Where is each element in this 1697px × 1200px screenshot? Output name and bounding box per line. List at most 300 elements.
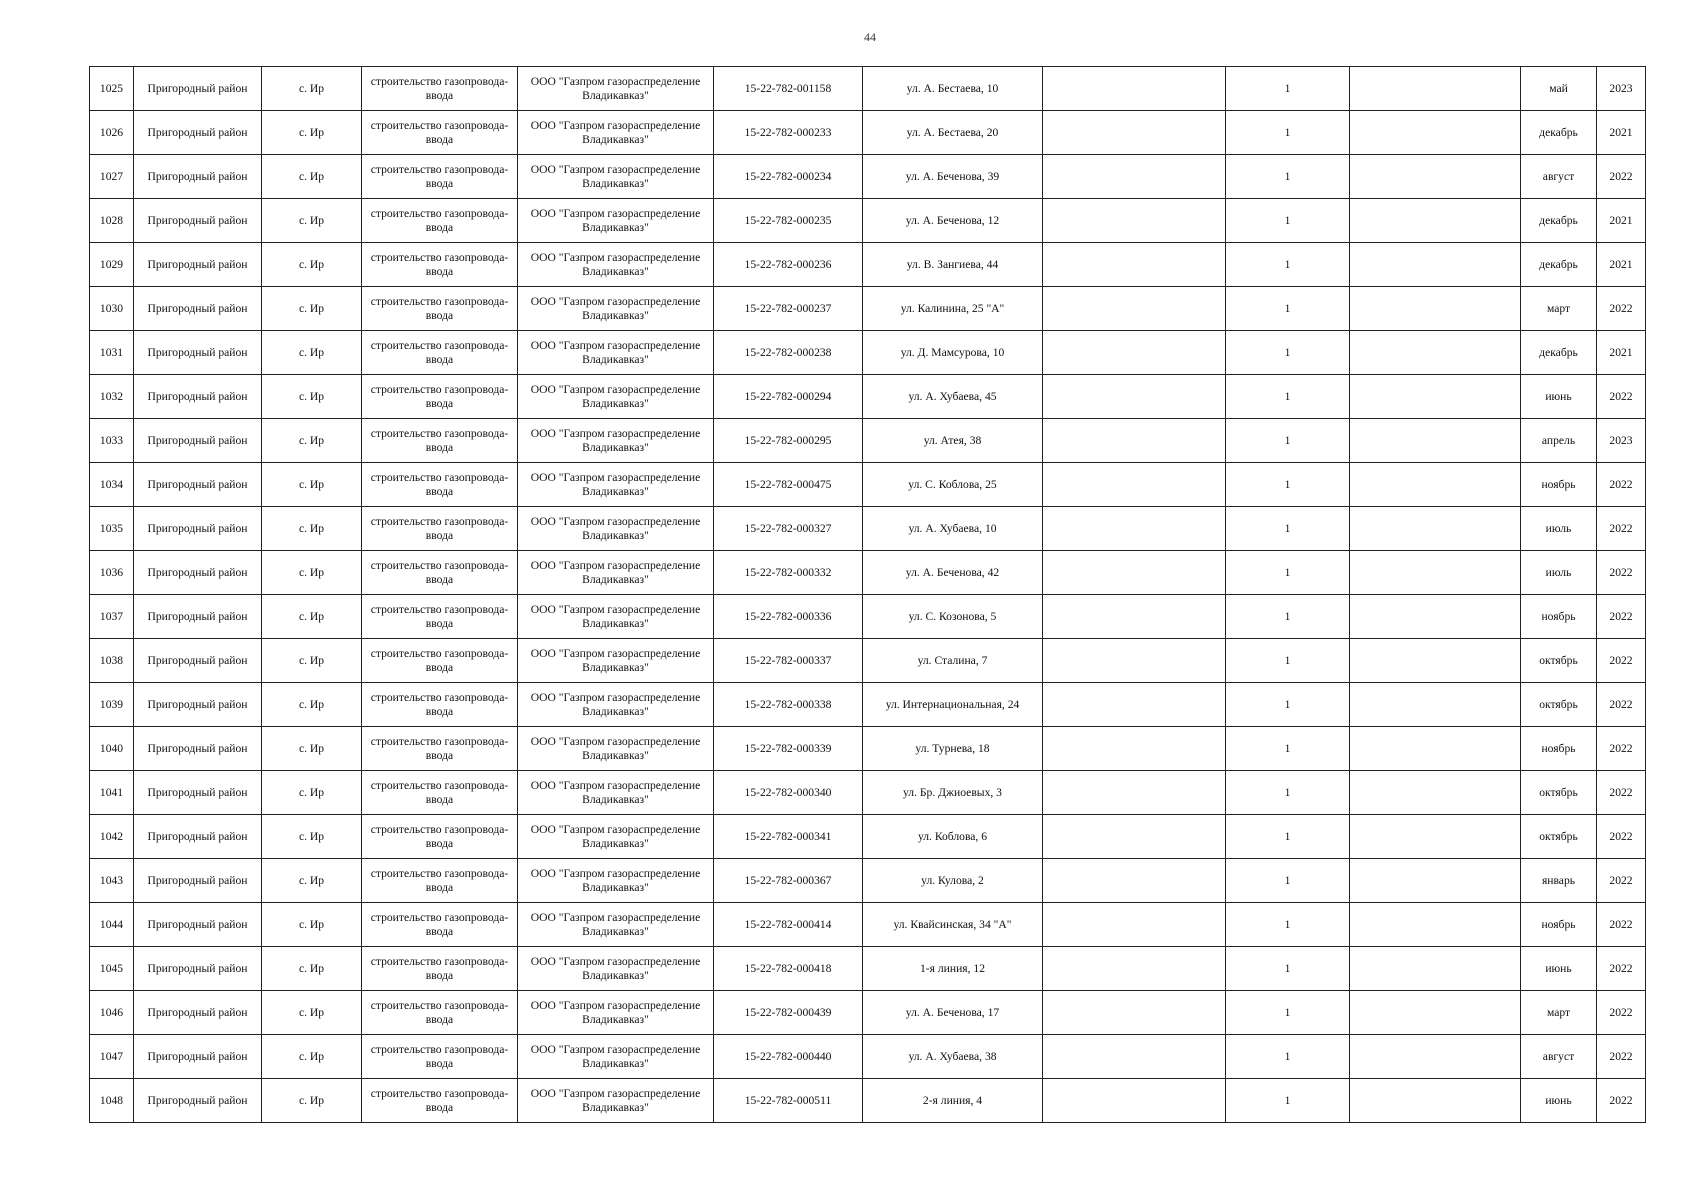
empty-cell [1350,1035,1521,1079]
district-cell: Пригородный район [134,859,262,903]
application-code-cell: 15-22-782-000234 [714,155,863,199]
empty-cell [1043,1079,1226,1123]
work-type-cell: строительство газопровода-ввода [362,727,518,771]
settlement-cell: с. Ир [262,155,362,199]
address-cell: ул. Турнева, 18 [863,727,1043,771]
table-row [90,287,1646,331]
district-cell: Пригородный район [134,67,262,111]
application-code-cell: 15-22-782-000236 [714,243,863,287]
work-type-cell: строительство газопровода-ввода [362,815,518,859]
address-cell: ул. А. Беченова, 42 [863,551,1043,595]
settlement-cell: с. Ир [262,199,362,243]
application-code-cell: 15-22-782-000337 [714,639,863,683]
year-cell: 2021 [1597,243,1646,287]
row-number-cell: 1040 [90,727,134,771]
empty-cell [1043,991,1226,1035]
application-code-cell: 15-22-782-000295 [714,419,863,463]
organization-cell: ООО "Газпром газораспределение Владикавказ" [518,859,714,903]
month-cell: май [1521,67,1597,111]
empty-cell [1043,595,1226,639]
work-type-cell: строительство газопровода-ввода [362,947,518,991]
organization-cell: ООО "Газпром газораспределение Владикавказ" [518,67,714,111]
month-cell: июнь [1521,375,1597,419]
settlement-cell: с. Ир [262,991,362,1035]
district-cell: Пригородный район [134,331,262,375]
settlement-cell: с. Ир [262,463,362,507]
table-row [90,1035,1646,1079]
settlement-cell: с. Ир [262,375,362,419]
empty-cell [1043,243,1226,287]
work-type-cell: строительство газопровода-ввода [362,991,518,1035]
table-row [90,815,1646,859]
quantity-cell: 1 [1226,683,1350,727]
month-cell: март [1521,287,1597,331]
empty-cell [1043,155,1226,199]
application-code-cell: 15-22-782-000475 [714,463,863,507]
organization-cell: ООО "Газпром газораспределение Владикавказ" [518,1079,714,1123]
district-cell: Пригородный район [134,243,262,287]
empty-cell [1043,859,1226,903]
empty-cell [1043,947,1226,991]
month-cell: декабрь [1521,199,1597,243]
application-code-cell: 15-22-782-000439 [714,991,863,1035]
row-number-cell: 1038 [90,639,134,683]
year-cell: 2021 [1597,199,1646,243]
month-cell: октябрь [1521,683,1597,727]
empty-cell [1350,463,1521,507]
organization-cell: ООО "Газпром газораспределение Владикавказ" [518,639,714,683]
application-code-cell: 15-22-782-000336 [714,595,863,639]
row-number-cell: 1043 [90,859,134,903]
work-type-cell: строительство газопровода-ввода [362,463,518,507]
application-code-cell: 15-22-782-000332 [714,551,863,595]
work-type-cell: строительство газопровода-ввода [362,287,518,331]
row-number-cell: 1028 [90,199,134,243]
district-cell: Пригородный район [134,155,262,199]
address-cell: 1-я линия, 12 [863,947,1043,991]
quantity-cell: 1 [1226,331,1350,375]
district-cell: Пригородный район [134,639,262,683]
empty-cell [1350,947,1521,991]
work-type-cell: строительство газопровода-ввода [362,859,518,903]
settlement-cell: с. Ир [262,947,362,991]
table-row [90,727,1646,771]
address-cell: ул. А. Хубаева, 38 [863,1035,1043,1079]
district-cell: Пригородный район [134,727,262,771]
organization-cell: ООО "Газпром газораспределение Владикавказ" [518,1035,714,1079]
table-row [90,199,1646,243]
table-row [90,1079,1646,1123]
application-code-cell: 15-22-782-000418 [714,947,863,991]
district-cell: Пригородный район [134,683,262,727]
gas-connection-registry-table [89,66,1646,1123]
organization-cell: ООО "Газпром газораспределение Владикавказ" [518,199,714,243]
quantity-cell: 1 [1226,67,1350,111]
month-cell: октябрь [1521,815,1597,859]
table-row [90,507,1646,551]
address-cell: ул. С. Коблова, 25 [863,463,1043,507]
organization-cell: ООО "Газпром газораспределение Владикавказ" [518,243,714,287]
year-cell: 2022 [1597,903,1646,947]
row-number-cell: 1030 [90,287,134,331]
settlement-cell: с. Ир [262,419,362,463]
row-number-cell: 1036 [90,551,134,595]
empty-cell [1043,111,1226,155]
table-row [90,463,1646,507]
work-type-cell: строительство газопровода-ввода [362,243,518,287]
settlement-cell: с. Ир [262,683,362,727]
application-code-cell: 15-22-782-000238 [714,331,863,375]
table-row [90,683,1646,727]
empty-cell [1350,859,1521,903]
application-code-cell: 15-22-782-000339 [714,727,863,771]
application-code-cell: 15-22-782-000414 [714,903,863,947]
year-cell: 2022 [1597,771,1646,815]
quantity-cell: 1 [1226,419,1350,463]
district-cell: Пригородный район [134,507,262,551]
organization-cell: ООО "Газпром газораспределение Владикавказ" [518,903,714,947]
empty-cell [1043,815,1226,859]
address-cell: ул. Бр. Джиоевых, 3 [863,771,1043,815]
empty-cell [1350,551,1521,595]
application-code-cell: 15-22-782-000235 [714,199,863,243]
year-cell: 2022 [1597,727,1646,771]
settlement-cell: с. Ир [262,1079,362,1123]
quantity-cell: 1 [1226,595,1350,639]
empty-cell [1350,639,1521,683]
work-type-cell: строительство газопровода-ввода [362,595,518,639]
district-cell: Пригородный район [134,419,262,463]
settlement-cell: с. Ир [262,551,362,595]
district-cell: Пригородный район [134,111,262,155]
settlement-cell: с. Ир [262,1035,362,1079]
month-cell: ноябрь [1521,595,1597,639]
month-cell: октябрь [1521,639,1597,683]
empty-cell [1350,727,1521,771]
settlement-cell: с. Ир [262,771,362,815]
address-cell: ул. А. Беченова, 12 [863,199,1043,243]
month-cell: ноябрь [1521,463,1597,507]
page-number: 44 [864,30,876,44]
row-number-cell: 1047 [90,1035,134,1079]
empty-cell [1043,771,1226,815]
empty-cell [1350,815,1521,859]
district-cell: Пригородный район [134,375,262,419]
empty-cell [1350,331,1521,375]
row-number-cell: 1041 [90,771,134,815]
empty-cell [1350,199,1521,243]
settlement-cell: с. Ир [262,67,362,111]
empty-cell [1043,419,1226,463]
quantity-cell: 1 [1226,859,1350,903]
application-code-cell: 15-22-782-000294 [714,375,863,419]
year-cell: 2022 [1597,375,1646,419]
district-cell: Пригородный район [134,551,262,595]
empty-cell [1350,419,1521,463]
year-cell: 2022 [1597,551,1646,595]
table-row [90,375,1646,419]
work-type-cell: строительство газопровода-ввода [362,903,518,947]
organization-cell: ООО "Газпром газораспределение Владикавказ" [518,331,714,375]
empty-cell [1350,507,1521,551]
year-cell: 2022 [1597,1079,1646,1123]
month-cell: ноябрь [1521,903,1597,947]
organization-cell: ООО "Газпром газораспределение Владикавказ" [518,947,714,991]
address-cell: ул. Калинина, 25 "А" [863,287,1043,331]
district-cell: Пригородный район [134,815,262,859]
settlement-cell: с. Ир [262,639,362,683]
quantity-cell: 1 [1226,815,1350,859]
empty-cell [1350,595,1521,639]
row-number-cell: 1044 [90,903,134,947]
work-type-cell: строительство газопровода-ввода [362,771,518,815]
empty-cell [1043,683,1226,727]
empty-cell [1043,639,1226,683]
district-cell: Пригородный район [134,463,262,507]
organization-cell: ООО "Газпром газораспределение Владикавказ" [518,507,714,551]
quantity-cell: 1 [1226,507,1350,551]
table-row [90,419,1646,463]
empty-cell [1043,1035,1226,1079]
settlement-cell: с. Ир [262,243,362,287]
empty-cell [1350,155,1521,199]
quantity-cell: 1 [1226,947,1350,991]
work-type-cell: строительство газопровода-ввода [362,507,518,551]
row-number-cell: 1027 [90,155,134,199]
table-row [90,947,1646,991]
year-cell: 2021 [1597,111,1646,155]
settlement-cell: с. Ир [262,727,362,771]
row-number-cell: 1029 [90,243,134,287]
month-cell: июнь [1521,947,1597,991]
district-cell: Пригородный район [134,1035,262,1079]
table-row [90,331,1646,375]
quantity-cell: 1 [1226,639,1350,683]
application-code-cell: 15-22-782-000341 [714,815,863,859]
table-row [90,155,1646,199]
district-cell: Пригородный район [134,771,262,815]
year-cell: 2022 [1597,947,1646,991]
application-code-cell: 15-22-782-000440 [714,1035,863,1079]
month-cell: декабрь [1521,331,1597,375]
empty-cell [1350,991,1521,1035]
address-cell: 2-я линия, 4 [863,1079,1043,1123]
row-number-cell: 1045 [90,947,134,991]
address-cell: ул. Коблова, 6 [863,815,1043,859]
empty-cell [1350,111,1521,155]
address-cell: ул. С. Козонова, 5 [863,595,1043,639]
empty-cell [1043,199,1226,243]
quantity-cell: 1 [1226,111,1350,155]
row-number-cell: 1032 [90,375,134,419]
district-cell: Пригородный район [134,287,262,331]
address-cell: ул. Сталина, 7 [863,639,1043,683]
month-cell: октябрь [1521,771,1597,815]
row-number-cell: 1033 [90,419,134,463]
address-cell: ул. А. Хубаева, 45 [863,375,1043,419]
row-number-cell: 1034 [90,463,134,507]
work-type-cell: строительство газопровода-ввода [362,375,518,419]
settlement-cell: с. Ир [262,331,362,375]
month-cell: март [1521,991,1597,1035]
district-cell: Пригородный район [134,903,262,947]
year-cell: 2022 [1597,991,1646,1035]
work-type-cell: строительство газопровода-ввода [362,1079,518,1123]
empty-cell [1350,771,1521,815]
organization-cell: ООО "Газпром газораспределение Владикавказ" [518,111,714,155]
empty-cell [1350,903,1521,947]
application-code-cell: 15-22-782-000237 [714,287,863,331]
work-type-cell: строительство газопровода-ввода [362,683,518,727]
month-cell: август [1521,1035,1597,1079]
empty-cell [1043,287,1226,331]
year-cell: 2022 [1597,595,1646,639]
year-cell: 2022 [1597,683,1646,727]
year-cell: 2022 [1597,155,1646,199]
quantity-cell: 1 [1226,199,1350,243]
organization-cell: ООО "Газпром газораспределение Владикавказ" [518,155,714,199]
empty-cell [1043,375,1226,419]
quantity-cell: 1 [1226,991,1350,1035]
year-cell: 2022 [1597,815,1646,859]
work-type-cell: строительство газопровода-ввода [362,331,518,375]
work-type-cell: строительство газопровода-ввода [362,111,518,155]
month-cell: декабрь [1521,243,1597,287]
year-cell: 2021 [1597,331,1646,375]
table-row [90,771,1646,815]
empty-cell [1043,727,1226,771]
district-cell: Пригородный район [134,1079,262,1123]
empty-cell [1350,375,1521,419]
organization-cell: ООО "Газпром газораспределение Владикавказ" [518,551,714,595]
work-type-cell: строительство газопровода-ввода [362,639,518,683]
district-cell: Пригородный район [134,595,262,639]
address-cell: ул. Интернациональная, 24 [863,683,1043,727]
month-cell: апрель [1521,419,1597,463]
empty-cell [1043,463,1226,507]
application-code-cell: 15-22-782-000233 [714,111,863,155]
district-cell: Пригородный район [134,991,262,1035]
table-row [90,639,1646,683]
organization-cell: ООО "Газпром газораспределение Владикавказ" [518,991,714,1035]
year-cell: 2022 [1597,859,1646,903]
month-cell: июль [1521,551,1597,595]
application-code-cell: 15-22-782-000327 [714,507,863,551]
month-cell: декабрь [1521,111,1597,155]
row-number-cell: 1048 [90,1079,134,1123]
empty-cell [1350,67,1521,111]
empty-cell [1350,1079,1521,1123]
organization-cell: ООО "Газпром газораспределение Владикавказ" [518,815,714,859]
district-cell: Пригородный район [134,947,262,991]
year-cell: 2022 [1597,639,1646,683]
address-cell: ул. Д. Мамсурова, 10 [863,331,1043,375]
row-number-cell: 1046 [90,991,134,1035]
empty-cell [1043,903,1226,947]
address-cell: ул. А. Бестаева, 20 [863,111,1043,155]
month-cell: ноябрь [1521,727,1597,771]
work-type-cell: строительство газопровода-ввода [362,419,518,463]
address-cell: ул. Квайсинская, 34 "А" [863,903,1043,947]
quantity-cell: 1 [1226,1035,1350,1079]
settlement-cell: с. Ир [262,287,362,331]
year-cell: 2023 [1597,67,1646,111]
application-code-cell: 15-22-782-000511 [714,1079,863,1123]
table-row [90,903,1646,947]
quantity-cell: 1 [1226,1079,1350,1123]
year-cell: 2023 [1597,419,1646,463]
month-cell: июль [1521,507,1597,551]
organization-cell: ООО "Газпром газораспределение Владикавказ" [518,771,714,815]
organization-cell: ООО "Газпром газораспределение Владикавказ" [518,727,714,771]
address-cell: ул. В. Зангиева, 44 [863,243,1043,287]
settlement-cell: с. Ир [262,815,362,859]
year-cell: 2022 [1597,287,1646,331]
application-code-cell: 15-22-782-001158 [714,67,863,111]
row-number-cell: 1025 [90,67,134,111]
table-row [90,595,1646,639]
registry-table-body [90,67,1646,1123]
work-type-cell: строительство газопровода-ввода [362,551,518,595]
quantity-cell: 1 [1226,903,1350,947]
settlement-cell: с. Ир [262,859,362,903]
organization-cell: ООО "Газпром газораспределение Владикавказ" [518,683,714,727]
organization-cell: ООО "Газпром газораспределение Владикавказ" [518,419,714,463]
quantity-cell: 1 [1226,243,1350,287]
address-cell: ул. А. Беченова, 39 [863,155,1043,199]
table-row [90,111,1646,155]
address-cell: ул. А. Беченова, 17 [863,991,1043,1035]
organization-cell: ООО "Газпром газораспределение Владикавказ" [518,287,714,331]
quantity-cell: 1 [1226,551,1350,595]
district-cell: Пригородный район [134,199,262,243]
application-code-cell: 15-22-782-000340 [714,771,863,815]
year-cell: 2022 [1597,463,1646,507]
settlement-cell: с. Ир [262,903,362,947]
month-cell: январь [1521,859,1597,903]
address-cell: ул. А. Хубаева, 10 [863,507,1043,551]
application-code-cell: 15-22-782-000338 [714,683,863,727]
organization-cell: ООО "Газпром газораспределение Владикавказ" [518,595,714,639]
quantity-cell: 1 [1226,463,1350,507]
organization-cell: ООО "Газпром газораспределение Владикавказ" [518,375,714,419]
work-type-cell: строительство газопровода-ввода [362,67,518,111]
empty-cell [1350,287,1521,331]
empty-cell [1043,67,1226,111]
quantity-cell: 1 [1226,155,1350,199]
empty-cell [1043,507,1226,551]
row-number-cell: 1042 [90,815,134,859]
row-number-cell: 1037 [90,595,134,639]
application-code-cell: 15-22-782-000367 [714,859,863,903]
quantity-cell: 1 [1226,771,1350,815]
year-cell: 2022 [1597,507,1646,551]
address-cell: ул. Кулова, 2 [863,859,1043,903]
address-cell: ул. Атея, 38 [863,419,1043,463]
empty-cell [1043,331,1226,375]
organization-cell: ООО "Газпром газораспределение Владикавказ" [518,463,714,507]
quantity-cell: 1 [1226,727,1350,771]
work-type-cell: строительство газопровода-ввода [362,155,518,199]
row-number-cell: 1031 [90,331,134,375]
settlement-cell: с. Ир [262,111,362,155]
table-row [90,243,1646,287]
quantity-cell: 1 [1226,287,1350,331]
month-cell: июнь [1521,1079,1597,1123]
table-row [90,859,1646,903]
table-row [90,551,1646,595]
row-number-cell: 1026 [90,111,134,155]
